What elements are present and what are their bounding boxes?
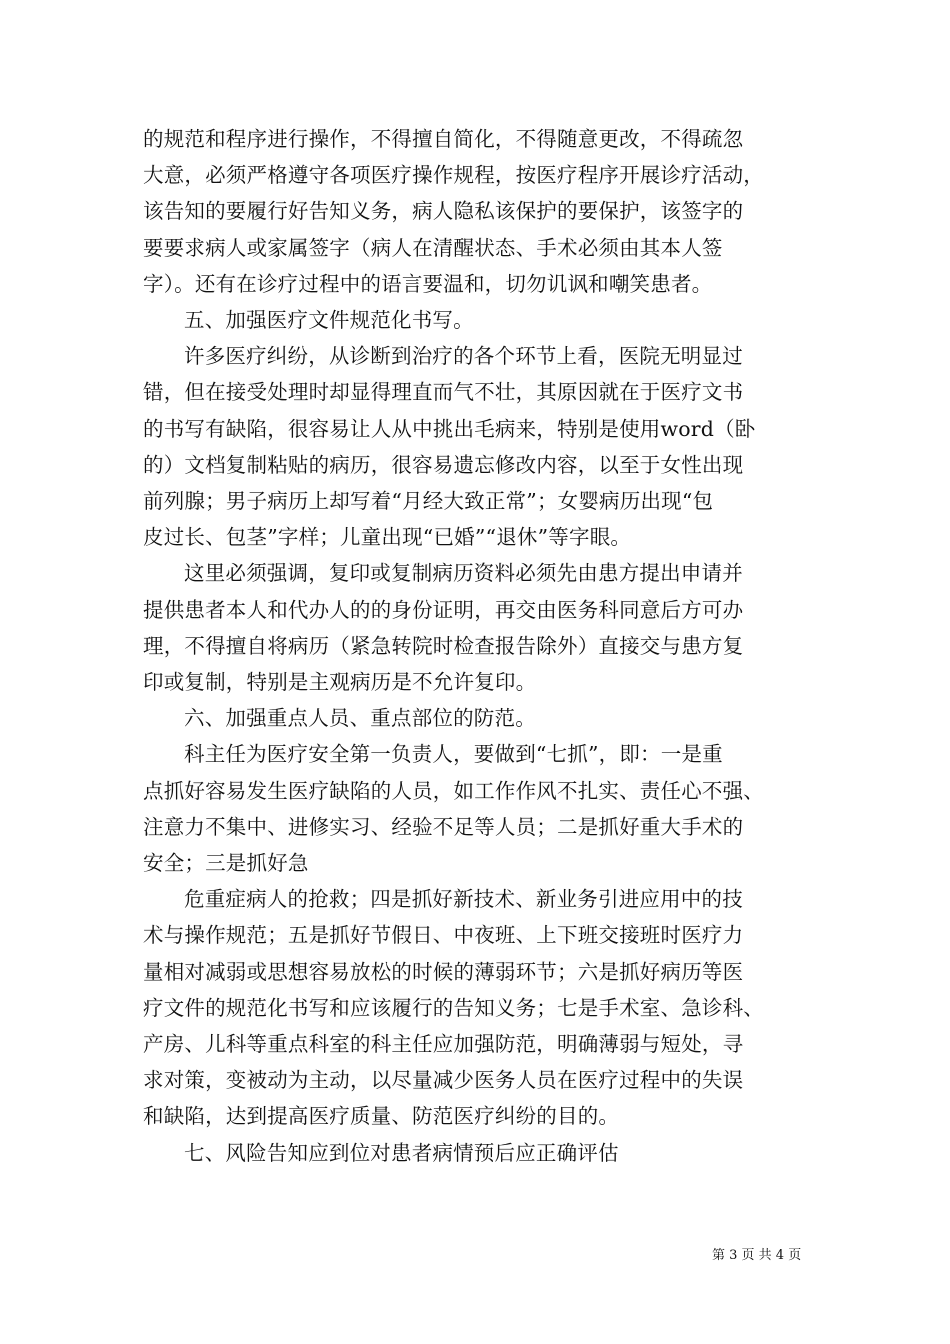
text-line: 求对策，变被动为主动，以尽量减少医务人员在医疗过程中的失误 <box>143 1068 744 1093</box>
text-line: 量相对减弱或思想容易放松的时候的薄弱环节；六是抓好病历等医 <box>143 959 744 984</box>
text-line: 理，不得擅自将病历（紧急转院时检查报告除外）直接交与患方复 <box>143 633 744 658</box>
text-line: 字）。还有在诊疗过程中的语言要温和，切勿讥讽和嘲笑患者。 <box>143 271 713 296</box>
section-heading-7: 七、风险告知应到位对患者病情预后应正确评估 <box>184 1140 619 1165</box>
text-line: 科主任为医疗安全第一负责人，要做到“七抓”，即：一是重 <box>184 742 723 767</box>
section-heading-6: 六、加强重点人员、重点部位的防范。 <box>184 706 536 731</box>
section-heading-5: 五、加强医疗文件规范化书写。 <box>184 308 474 333</box>
body-text <box>143 121 808 1171</box>
text-line: 皮过长、包茎”字样；儿童出现“已婚”“退休”等字眼。 <box>143 525 632 550</box>
text-line: 许多医疗纠纷，从诊断到治疗的各个环节上看，医院无明显过 <box>184 344 743 369</box>
document-body <box>143 121 808 1171</box>
text-line: 产房、儿科等重点科室的科主任应加强防范，明确薄弱与短处，寻 <box>143 1032 744 1057</box>
text-line: 该告知的要履行好告知义务，病人隐私该保护的要保护，该签字的 <box>143 199 744 224</box>
text-line: 点抓好容易发生医疗缺陷的人员，如工作作风不扎实、责任心不强、 <box>143 778 764 803</box>
text-line: 错，但在接受处理时却显得理直而气不壮，其原因就在于医疗文书 <box>143 380 744 405</box>
text-line: 疗文件的规范化书写和应该履行的告知义务；七是手术室、急诊科、 <box>143 995 764 1020</box>
text-line: 印或复制，特别是主观病历是不允许复印。 <box>143 670 537 695</box>
text-line: 提供患者本人和代办人的的身份证明，再交由医务科同意后方可办 <box>143 597 744 622</box>
page-number-footer: 第 3 页 共 4 页 <box>712 1248 802 1263</box>
text-line: 的规范和程序进行操作，不得擅自简化，不得随意更改，不得疏忽 <box>143 127 744 151</box>
text-line: 的书写有缺陷，很容易让人从中挑出毛病来，特别是使用word（卧 <box>143 416 756 441</box>
text-line: 这里必须强调，复印或复制病历资料必须先由患方提出申请并 <box>184 561 743 586</box>
text-line: 危重症病人的抢救；四是抓好新技术、新业务引进应用中的技 <box>184 887 743 912</box>
text-line: 大意，必须严格遵守各项医疗操作规程，按医疗程序开展诊疗活动， <box>143 163 764 188</box>
text-line: 的）文档复制粘贴的病历，很容易遗忘修改内容，以至于女性出现 <box>143 452 744 477</box>
text-line: 要要求病人或家属签字（病人在清醒状态、手术必须由其本人签 <box>143 235 723 260</box>
text-line: 注意力不集中、进修实习、经验不足等人员；二是抓好重大手术的 <box>143 814 744 839</box>
text-line: 和缺陷，达到提高医疗质量、防范医疗纠纷的目的。 <box>143 1104 620 1129</box>
text-line: 术与操作规范；五是抓好节假日、中夜班、上下班交接班时医疗力 <box>143 923 744 948</box>
text-line: 安全；三是抓好急 <box>143 851 309 876</box>
text-line: 前列腺；男子病历上却写着“月经大致正常”；女婴病历出现“包 <box>143 489 714 514</box>
